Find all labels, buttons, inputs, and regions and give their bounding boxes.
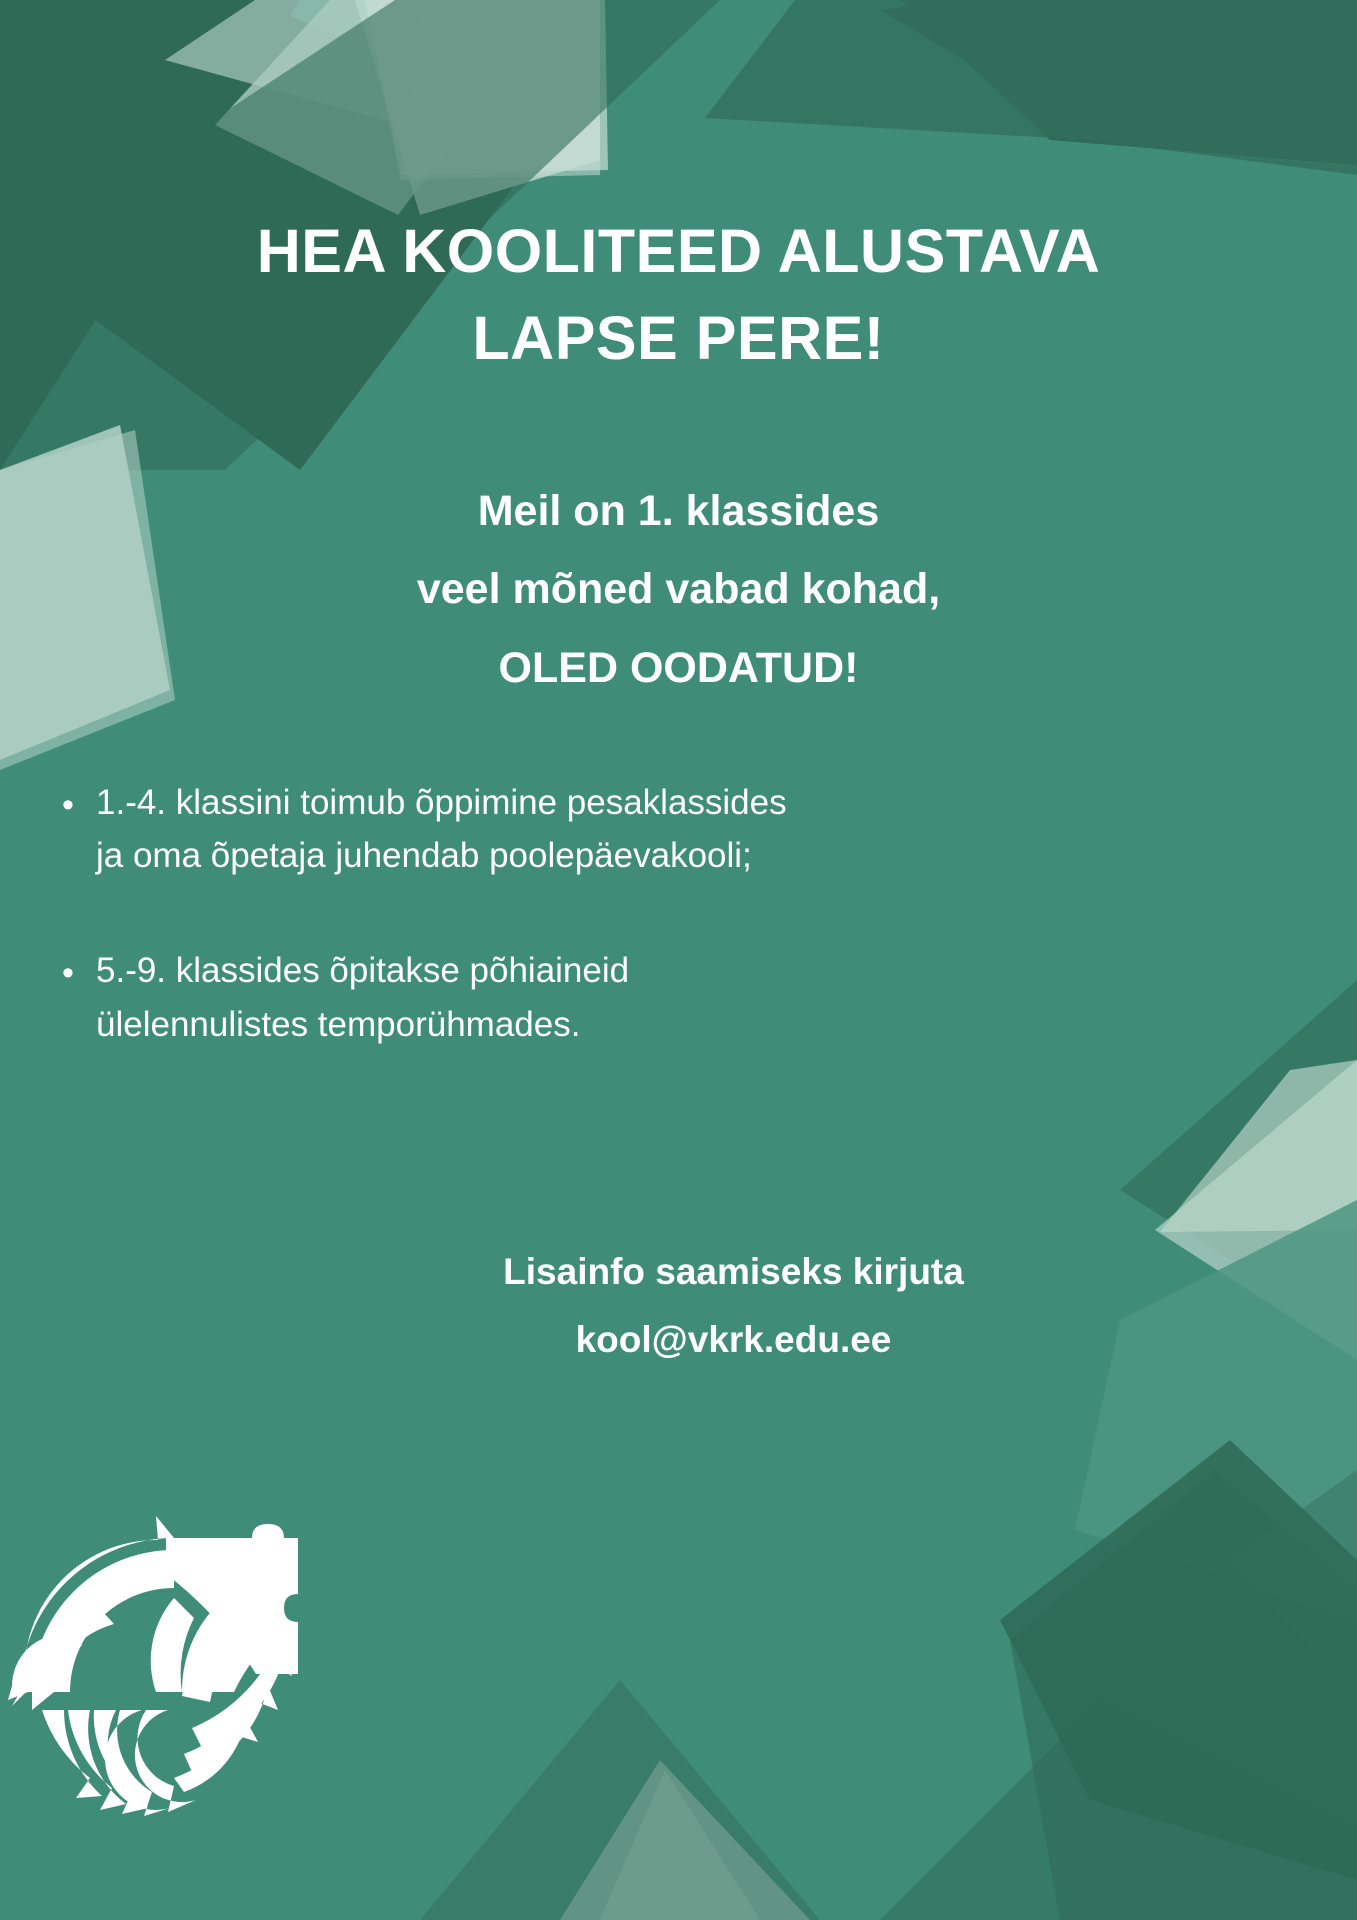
subheading-line-1: Meil on 1. klassides xyxy=(477,487,880,535)
school-sunburst-logo xyxy=(6,1496,306,1826)
bullet-dot-icon: • xyxy=(62,954,74,993)
subheading-line-2: veel mõned vabad kohad, xyxy=(416,565,941,614)
headline xyxy=(0,208,1357,381)
headline-line-1: HEA KOOLITEED ALUSTAVA xyxy=(256,217,1101,285)
subheading-line-3: OLED OODATUD! xyxy=(498,643,859,692)
bullet-1-line-2: ja oma õpetaja juhendab poolepäevakooli; xyxy=(96,836,752,876)
bullet-2-line-2: ülelennulistes temporühmades. xyxy=(96,1004,581,1044)
bullet-text xyxy=(96,944,629,1050)
bullet-dot-icon: • xyxy=(62,786,74,824)
contact-prompt: Lisainfo saamiseks kirjuta xyxy=(503,1251,964,1292)
bullet-text xyxy=(96,776,787,882)
bullet-1-line-1: 1.-4. klassini toimub õppimine pesaklassides xyxy=(96,783,787,822)
contact-block xyxy=(0,1238,1357,1375)
subheading xyxy=(0,472,1357,707)
list-item xyxy=(62,776,992,882)
list-item xyxy=(62,944,992,1050)
bullet-list xyxy=(62,776,992,1113)
logo-rays xyxy=(6,1496,298,1816)
headline-line-2: LAPSE PERE! xyxy=(472,303,885,372)
contact-email[interactable]: kool@vkrk.edu.ee xyxy=(575,1319,892,1361)
bullet-2-line-1: 5.-9. klassides õpitakse põhiaineid xyxy=(96,951,630,991)
